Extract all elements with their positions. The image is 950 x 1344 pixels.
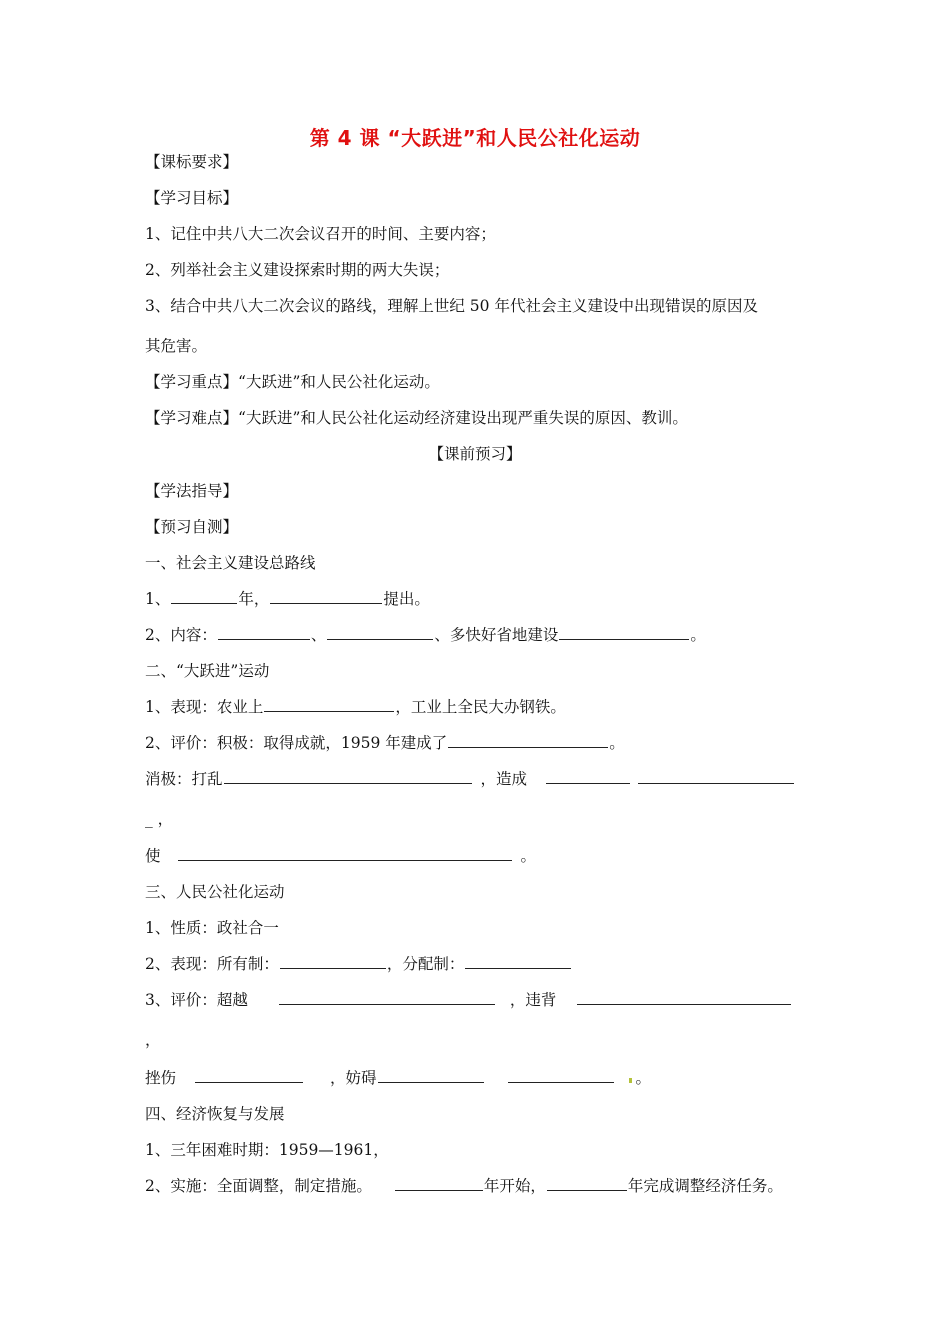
disrupt-blank[interactable] bbox=[224, 768, 472, 784]
section-3-item-2 bbox=[145, 953, 572, 975]
content-blank-3[interactable] bbox=[559, 624, 689, 640]
item-text: ： bbox=[263, 955, 279, 973]
self-test-heading: 【预习自测】 bbox=[145, 518, 239, 536]
cause-blank-1[interactable] bbox=[546, 768, 630, 784]
item-text: 3、评价：超越 bbox=[145, 991, 248, 1009]
agriculture-blank[interactable] bbox=[264, 696, 394, 712]
content-blank-1[interactable] bbox=[218, 624, 310, 640]
key-point bbox=[145, 371, 440, 393]
item-text: 、 bbox=[310, 626, 327, 644]
difficult-point bbox=[145, 407, 688, 429]
proposer-blank[interactable] bbox=[270, 588, 382, 604]
year-blank[interactable] bbox=[171, 588, 237, 604]
section-1-item-1 bbox=[145, 588, 430, 610]
section-3-item-1: 1、性质：政社合一 bbox=[145, 919, 279, 937]
item-text: 年开始， bbox=[483, 1177, 546, 1195]
section-2-item-2 bbox=[145, 732, 625, 754]
achievement-blank[interactable] bbox=[448, 732, 608, 748]
hinder-blank-2[interactable] bbox=[508, 1067, 614, 1083]
item-text: 。 bbox=[635, 1069, 652, 1087]
result-blank[interactable] bbox=[178, 845, 512, 861]
hurt-blank[interactable] bbox=[195, 1067, 303, 1083]
stray-mark bbox=[629, 1078, 632, 1083]
end-year-blank[interactable] bbox=[547, 1175, 627, 1191]
item-text: 使 bbox=[145, 847, 161, 865]
page-title: 第 4 课 “大跃进”和人民公社化运动 bbox=[309, 126, 641, 150]
item-number: 1、 bbox=[145, 590, 171, 608]
item-text: 。 bbox=[609, 734, 625, 752]
section-3-heading: 三、人民公社化运动 bbox=[145, 883, 285, 901]
item-text: ，分配制： bbox=[386, 955, 465, 973]
ownership-blank[interactable] bbox=[280, 953, 386, 969]
cause-blank-2[interactable] bbox=[638, 768, 794, 784]
key-point-label: 【学习重点】 bbox=[145, 373, 239, 391]
hinder-blank-1[interactable] bbox=[378, 1067, 484, 1083]
kebiao-heading: 【课标要求】 bbox=[145, 153, 239, 171]
item-text: 。 bbox=[520, 847, 537, 865]
section-3-item-3-cont: ， bbox=[145, 1031, 161, 1049]
item-text: ，违背 bbox=[509, 991, 557, 1009]
item-text: 提出。 bbox=[383, 590, 430, 608]
section-1-heading: 一、社会主义建设总路线 bbox=[145, 554, 316, 572]
item-text: 挫伤 bbox=[145, 1069, 177, 1087]
content-blank-2[interactable] bbox=[327, 624, 433, 640]
section-1-item-2 bbox=[145, 624, 706, 646]
item-text: 2、实施：全面调整，制定措施。 bbox=[145, 1177, 372, 1195]
goal-3-line-2: 其危害。 bbox=[145, 337, 208, 355]
section-4-item-2 bbox=[145, 1175, 783, 1197]
section-4-heading: 四、经济恢复与发展 bbox=[145, 1105, 285, 1123]
section-2-item-4 bbox=[145, 845, 536, 867]
difficult-point-text: “大跃进”和人民公社化运动经济建设出现严重失误的原因、教训。 bbox=[238, 409, 688, 427]
item-text: 1、表现：农业上 bbox=[145, 698, 264, 716]
preview-heading: 【课前预习】 bbox=[428, 445, 522, 463]
section-2-item-3 bbox=[145, 768, 795, 790]
method-guide-heading: 【学法指导】 bbox=[145, 482, 239, 500]
key-point-text: “大跃进”和人民公社化运动。 bbox=[238, 373, 440, 391]
section-3-item-4 bbox=[145, 1067, 651, 1089]
item-text: 。 bbox=[690, 626, 706, 644]
distribution-blank[interactable] bbox=[465, 953, 571, 969]
item-text: 年完成调整经济任务。 bbox=[627, 1177, 783, 1195]
goal-2: 2、列举社会主义建设探索时期的两大失误； bbox=[145, 261, 450, 279]
section-4-item-1: 1、三年困难时期：1959—1961， bbox=[145, 1141, 389, 1159]
section-2-item-1 bbox=[145, 696, 566, 718]
surpass-blank[interactable] bbox=[279, 989, 495, 1005]
item-text: ，妨碍 bbox=[330, 1069, 377, 1087]
item-text: ，工业上全民大办钢铁。 bbox=[395, 698, 566, 716]
goal-1: 1、记住中共八大二次会议召开的时间、主要内容； bbox=[145, 225, 496, 243]
start-year-blank[interactable] bbox=[395, 1175, 483, 1191]
item-text: 2、表现：所有制 bbox=[145, 955, 264, 973]
xuexi-mubiao-heading: 【学习目标】 bbox=[145, 189, 239, 207]
item-text: 2、内容： bbox=[145, 626, 217, 644]
item-text: 消极：打乱 bbox=[145, 770, 223, 788]
section-2-heading: 二、“大跃进”运动 bbox=[145, 662, 270, 680]
item-text: 年， bbox=[238, 590, 270, 608]
violate-blank[interactable] bbox=[577, 989, 791, 1005]
item-text: 、多快好省地建设 bbox=[434, 626, 559, 644]
difficult-point-label: 【学习难点】 bbox=[145, 409, 239, 427]
goal-3-line-1: 3、结合中共八大二次会议的路线，理解上世纪 50 年代社会主义建设中出现错误的原因及 bbox=[145, 297, 758, 315]
section-3-item-3 bbox=[145, 989, 792, 1011]
item-text: ，造成 bbox=[480, 770, 528, 788]
section-2-item-3-cont: _ ， bbox=[145, 810, 174, 828]
item-text: 2、评价：积极：取得成就，1959 年建成了 bbox=[145, 734, 448, 752]
